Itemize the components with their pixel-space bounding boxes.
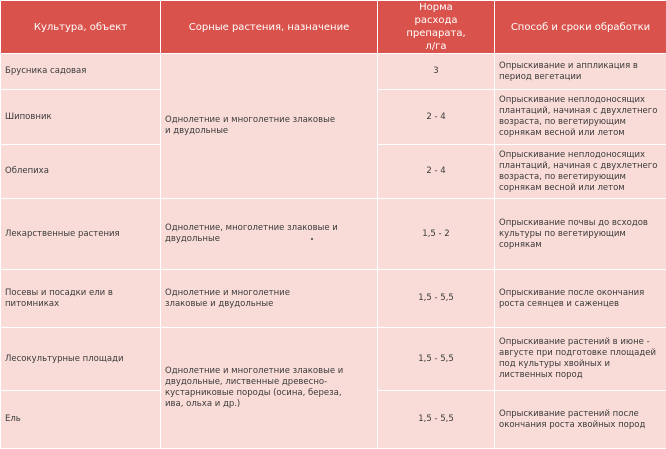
- rate-cell: 1,5 - 2: [378, 199, 495, 270]
- method-cell: Опрыскивание неплодоносящих плантаций, начиная с двухлетнего возраста, по вегетирующим сорнякам весной или летом: [495, 90, 666, 145]
- weeds-cell: Однолетние и многолетние злаковые и двудольные, лиственные древесно-кустарниковые породы (осина, береза, ива, ольха и др.): [161, 328, 378, 449]
- weeds-cell: Однолетние и многолетние злаковые и двудольные: [161, 270, 378, 328]
- method-cell: Опрыскивание почвы до всходов культуры по вегетирующим сорнякам: [495, 199, 666, 270]
- rate-cell: 1,5 - 5,5: [378, 328, 495, 391]
- method-cell: Опрыскивание растений в июне - августе при подготовке площадей под культуры хвойных и лиственных пород: [495, 328, 666, 391]
- table-row: [1, 270, 666, 328]
- culture-cell: Лесокультурные площади: [1, 328, 161, 391]
- culture-cell: Облепиха: [1, 145, 161, 199]
- method-cell: Опрыскивание растений после окончания роста хвойных пород: [495, 391, 666, 449]
- rate-cell: 1,5 - 5,5: [378, 270, 495, 328]
- culture-cell: Ель: [1, 391, 161, 449]
- stray-dot: [311, 238, 313, 240]
- method-cell: Опрыскивание и аппликация в период вегетации: [495, 54, 666, 90]
- weeds-cell: Однолетние и многолетние злаковые и двудольные: [161, 54, 378, 199]
- rate-cell: 1,5 - 5,5: [378, 391, 495, 449]
- header-rate: Норма расхода препарата, л/га: [378, 1, 495, 54]
- culture-cell: Посевы и посадки ели в питомниках: [1, 270, 161, 328]
- culture-cell: Брусника садовая: [1, 54, 161, 90]
- table-row: [1, 328, 666, 391]
- header-method: Способ и сроки обработки: [495, 1, 666, 54]
- method-cell: Опрыскивание после окончания роста сеянцев и саженцев: [495, 270, 666, 328]
- table-row: [1, 199, 666, 270]
- rate-cell: 2 - 4: [378, 90, 495, 145]
- header-row: [1, 1, 666, 54]
- table-row: [1, 54, 666, 90]
- header-culture: Культура, объект: [1, 1, 161, 54]
- header-weeds: Сорные растения, назначение: [161, 1, 378, 54]
- method-cell: Опрыскивание неплодоносящих плантаций, начиная с двухлетнего возраста, по вегетирующим сорнякам весной или летом: [495, 145, 666, 199]
- culture-cell: Шиповник: [1, 90, 161, 145]
- weeds-cell: Однолетние, многолетние злаковые и двудольные: [161, 199, 378, 270]
- rate-cell: 2 - 4: [378, 145, 495, 199]
- rate-cell: 3: [378, 54, 495, 90]
- culture-cell: Лекарственные растения: [1, 199, 161, 270]
